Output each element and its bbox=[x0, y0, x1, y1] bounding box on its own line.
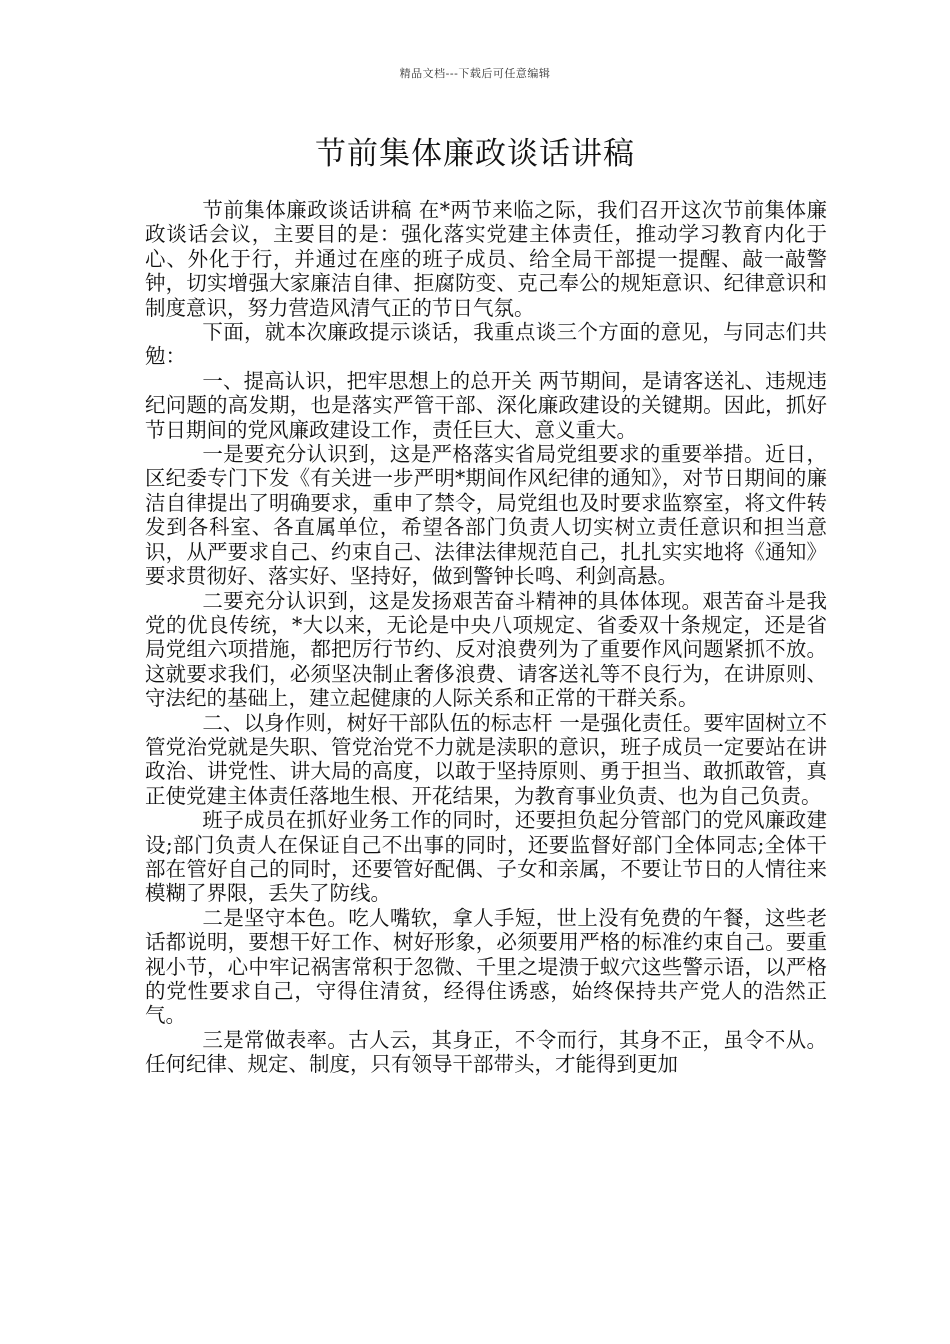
document-body bbox=[145, 198, 827, 1077]
paragraph-section-1: 一、提高认识，把牢思想上的总开关 两节期间，是请客送礼、违规违纪问题的高发期，也是落实严管干部、深化廉政建设的关键期。因此，抓好节日期间的党风廉政建设工作，责任巨大、意义重大。 bbox=[145, 368, 827, 442]
header-note: 精品文档---下载后可任意编辑 bbox=[399, 67, 551, 80]
paragraph-section-1-point-1: 一是要充分认识到，这是严格落实省局党组要求的重要举措。近日，区纪委专门下发《有关进一步严明*期间作风纪律的通知》，对节日期间的廉洁自律提出了明确要求，重申了禁令，局党组也及时要求监察室，将文件转发到各科室、各直属单位，希望各部门负责人切实树立责任意识和担当意识，从严要求自己、约束自己、法律法律规范自己，扎扎实实地将《通知》要求贯彻好、落实好、坚持好，做到警钟长鸣、利剑高悬。 bbox=[145, 442, 827, 589]
paragraph-section-2-detail: 班子成员在抓好业务工作的同时，还要担负起分管部门的党风廉政建设;部门负责人在保证自己不出事的同时，还要监督好部门全体同志;全体干部在管好自己的同时，还要管好配偶、子女和亲属，不要让节日的人情往来模糊了界限，丢失了防线。 bbox=[145, 808, 827, 906]
paragraph-section-2-point-3: 三是常做表率。古人云，其身正，不令而行，其身不正，虽令不从。任何纪律、规定、制度，只有领导干部带头，才能得到更加 bbox=[145, 1027, 827, 1077]
paragraph-section-2: 二、以身作则，树好干部队伍的标志杆 一是强化责任。要牢固树立不管党治党就是失职、管党治党不力就是渎职的意识，班子成员一定要站在讲政治、讲党性、讲大局的高度，以敢于坚持原则、勇于担当、敢抓敢管，真正使党建主体责任落地生根、开花结果，为教育事业负责、也为自己负责。 bbox=[145, 710, 827, 808]
paragraph-intro: 节前集体廉政谈话讲稿 在*两节来临之际，我们召开这次节前集体廉政谈话会议，主要目的是：强化落实党建主体责任，推动学习教育内化于心、外化于行，并通过在座的班子成员、给全局干部提一提醒、敲一敲警钟，切实增强大家廉洁自律、拒腐防变、克己奉公的规矩意识、纪律意识和制度意识，努力营造风清气正的节日气氛。 bbox=[145, 198, 827, 320]
paragraph-section-2-point-2: 二是坚守本色。吃人嘴软，拿人手短，世上没有免费的午餐，这些老话都说明，要想干好工作、树好形象，必须要用严格的标准约束自己。要重视小节，心中牢记祸害常积于忽微、千里之堤溃于蚁穴这些警示语，以严格的党性要求自己，守得住清贫，经得住诱惑，始终保持共产党人的浩然正气。 bbox=[145, 905, 827, 1028]
document-title: 节前集体廉政谈话讲稿 bbox=[315, 136, 635, 172]
paragraph-section-1-point-2: 二要充分认识到，这是发扬艰苦奋斗精神的具体体现。艰苦奋斗是我党的优良传统，*大以来，无论是中央八项规定、省委双十条规定，还是省局党组六项措施，都把厉行节约、反对浪费列为了重要作风问题紧抓不放。这就要求我们，必须坚决制止奢侈浪费、请客送礼等不良行为，在讲原则、守法纪的基础上，建立起健康的人际关系和正常的干群关系。 bbox=[145, 588, 827, 711]
paragraph-overview: 下面，就本次廉政提示谈话，我重点谈三个方面的意见，与同志们共勉： bbox=[145, 320, 827, 369]
